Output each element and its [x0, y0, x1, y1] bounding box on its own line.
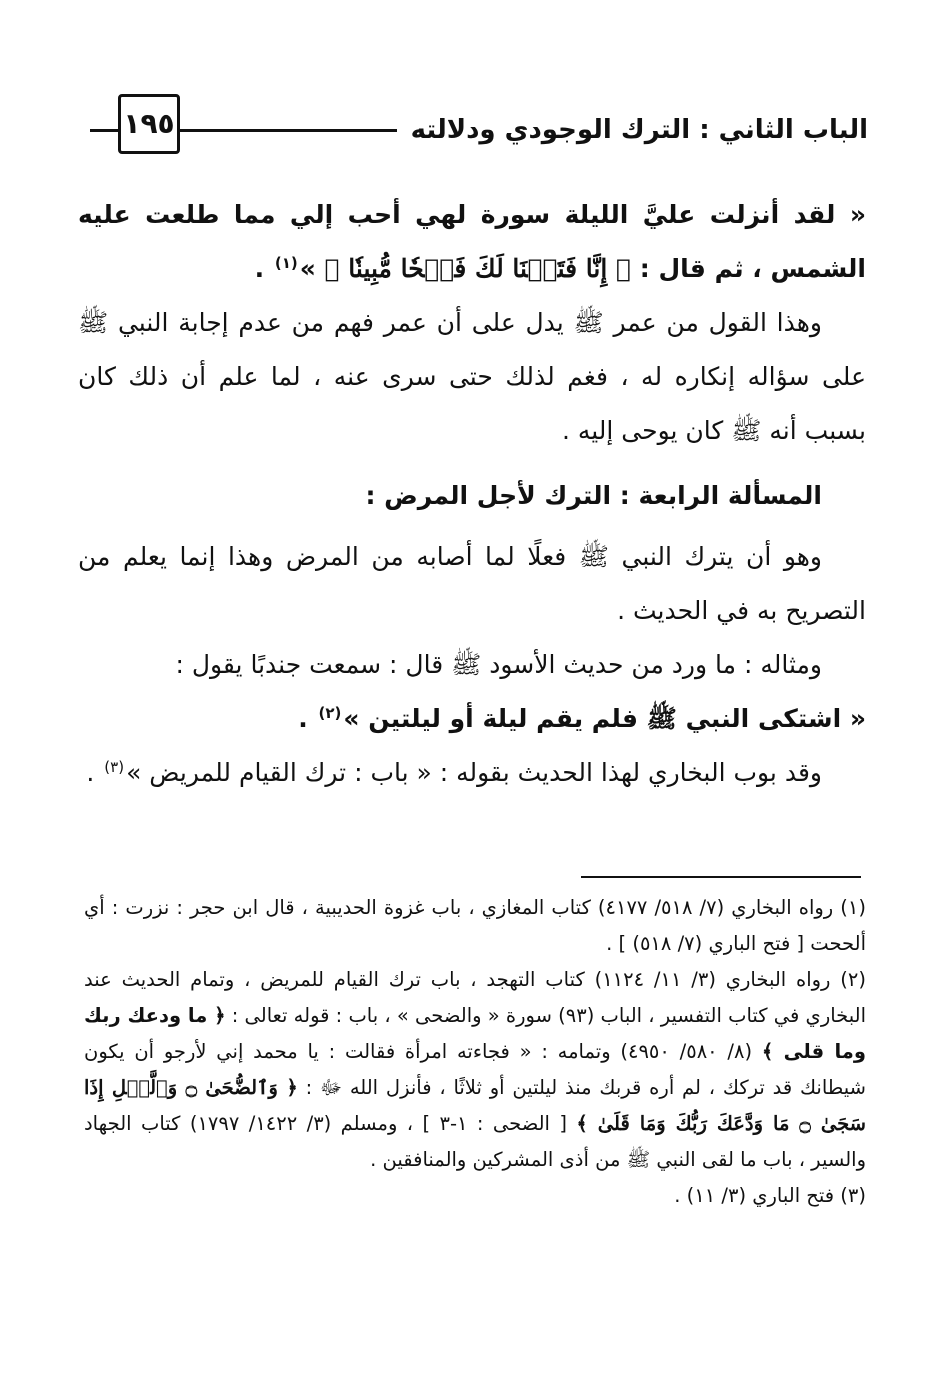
footnotes: [84, 890, 866, 1214]
hadith-quote-2: « اشتكى النبي ﷺ فلم يقم ليلة أو ليلتين »$^{(٢)}$ .: [298, 703, 866, 733]
quote-line: « لقد أنزلت عليَّ الليلة سورة لهي أحب إلي مما طلعت عليه الشمس ، ثم قال :: [78, 200, 866, 283]
footnote-3: (٣) فتح الباري (٣/ ١١) .: [674, 1184, 866, 1207]
footnote-ref-1: (١): [274, 253, 298, 272]
footnote-separator: [581, 876, 861, 878]
footnote-2-verse-1: ﴿ ما ودعك ربك وما قلى ﴾: [84, 1004, 866, 1063]
quran-verse: ﴿ إِنَّا فَتَحۡنَا لَكَ فَتۡحٗا مُّبِينٗا ﴾: [324, 254, 632, 283]
page-header: [90, 92, 868, 162]
footnote-2-part-a: (٢) رواه البخاري (٣/ ١١/ ١١٢٤) كتاب التهجد ، باب ترك القيام للمريض ، وتمام الحديث عند البخاري في كتاب التفسير ، الباب (٩٣) سورة « والضحى » ، باب : قوله تعالى :: [84, 968, 867, 1027]
footnote-2-part-b: (٨/ ٥٨٠/ ٤٩٥٠) وتمامه : « فجاءته امرأة فقالت : يا محمد إني لأرجو أن يكون شيطانك قد تركك ، لم أره قربك منذ ليلتين أو ثلاثًا ، فأنزل الله ﷻ :: [84, 1040, 866, 1099]
quote-text: « اشتكى النبي ﷺ فلم يقم ليلة أو ليلتين »: [343, 704, 866, 733]
hadith-quote: « لقد أنزلت عليَّ الليلة سورة لهي أحب إلي مما طلعت عليه الشمس ، ثم قال : ﴿ إِنَّا فَتَحۡنَا لَكَ فَتۡحٗا مُّبِينٗا ﴾ »$^{(١)}$ .: [78, 200, 866, 283]
chapter-title: الباب الثاني : الترك الوجودي ودلالته: [397, 110, 868, 150]
paragraph-3: ومثاله : ما ورد من حديث الأسود ﷺ قال : سمعت جندبًا يقول :: [175, 650, 822, 679]
footnote-2-part-c: [ الضحى : ١-٣ ] ، ومسلم (٣/ ١٤٢٢/ ١٧٩٧) كتاب الجهاد والسير ، باب ما لقى النبي ﷺ من أذى المشركين والمنافقين .: [84, 1112, 866, 1171]
main-text: [78, 188, 866, 800]
paragraph-1: وهذا القول من عمر ﷺ يدل على أن عمر فهم من عدم إجابة النبي ﷺ على سؤاله إنكاره له ، فغم لذلك حتى سرى عنه ، لما علم أن ذلك كان بسبب أنه ﷺ كان يوحى إليه .: [78, 308, 866, 445]
footnote-1: (١) رواه البخاري (٧/ ٥١٨/ ٤١٧٧) كتاب المغازي ، باب غزوة الحديبية ، قال ابن حجر : نزرت : أي ألححت [ فتح الباري (٧/ ٥١٨) ] .: [84, 896, 866, 955]
section-heading: المسألة الرابعة : الترك لأجل المرض :: [365, 481, 822, 510]
footnote-ref-2: (٢): [318, 703, 342, 722]
footnote-2: [84, 962, 866, 1178]
quote-close: »: [299, 254, 316, 283]
paragraph-4-text: وقد بوب البخاري لهذا الحديث بقوله : « باب : ترك القيام للمريض »: [126, 758, 822, 787]
paragraph-4: وقد بوب البخاري لهذا الحديث بقوله : « باب : ترك القيام للمريض »$^{(٣)}$ .: [86, 757, 822, 787]
paragraph-2: وهو أن يترك النبي ﷺ فعلًا لما أصابه من المرض وهذا إنما يعلم من التصريح به في الحديث .: [78, 542, 866, 625]
footnote-ref-3: (٣): [104, 757, 125, 776]
page-number: ١٩٥: [118, 94, 180, 154]
footnote-2-verse-2: ﴿ وَٱلضُّحَىٰ ۝ وَٱلَّيۡلِ إِذَا سَجَىٰ ۝ مَا وَدَّعَكَ رَبُّكَ وَمَا قَلَىٰ ﴾: [84, 1076, 866, 1135]
